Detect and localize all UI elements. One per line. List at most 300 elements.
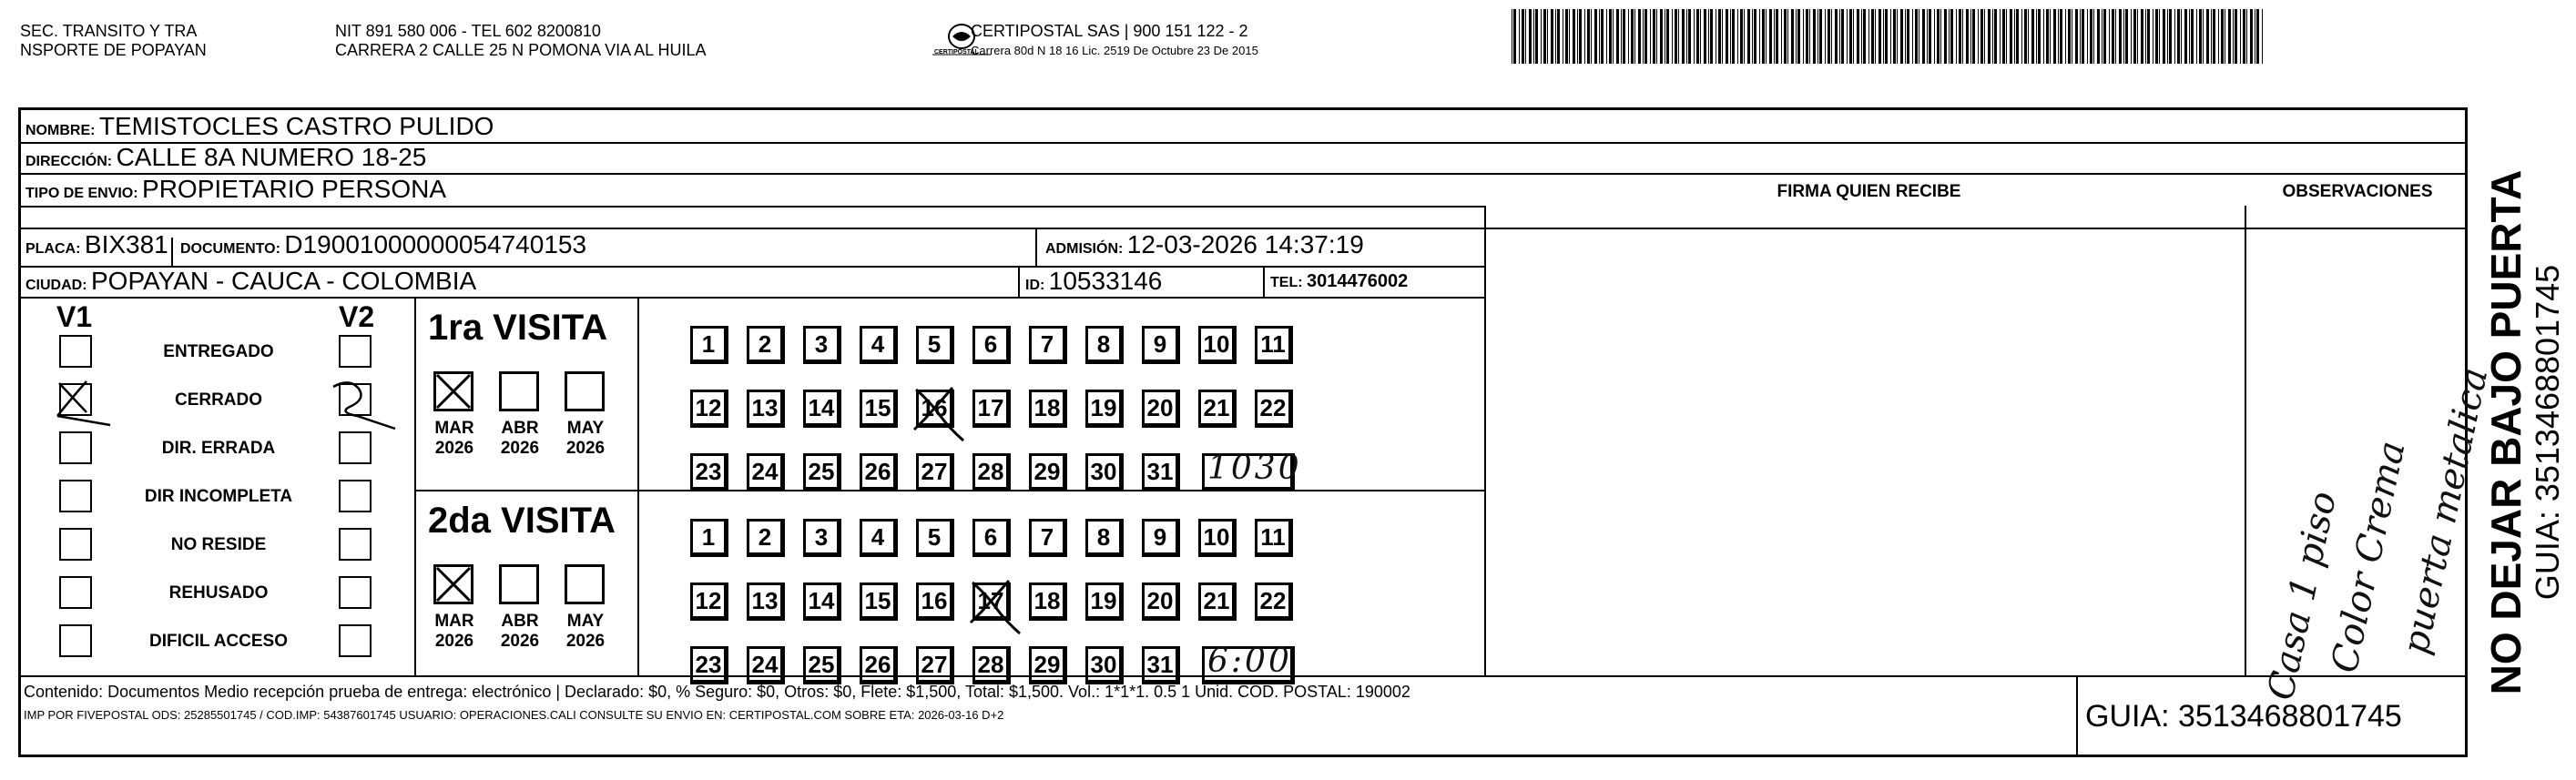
barcode-bar (1762, 9, 1765, 64)
day-box[interactable]: 15 (860, 582, 898, 621)
barcode-bar (2191, 9, 2194, 64)
barcode-bar (2010, 9, 2012, 64)
direccion-label: DIRECCIÓN: (25, 154, 113, 169)
barcode-bar (2145, 9, 2146, 64)
day-box[interactable]: 27 (916, 453, 954, 491)
day-box[interactable]: 29 (1029, 646, 1067, 684)
barcode-bar (2211, 9, 2212, 64)
barcode-bar (1533, 9, 1534, 64)
day-box[interactable]: 14 (803, 390, 841, 428)
barcode-bar (2155, 9, 2158, 64)
day-box[interactable]: 12 (690, 390, 728, 428)
barcode-bar (1759, 9, 1760, 64)
v2-checkbox[interactable] (339, 624, 372, 657)
month-label (428, 612, 481, 652)
side-text (2472, 107, 2572, 757)
barcode-bar (1587, 9, 1590, 64)
barcode-bar (2147, 9, 2150, 64)
barcode-bar (1900, 9, 1903, 64)
barcode-bar (2169, 9, 2172, 64)
barcode-bar (2119, 9, 2122, 64)
barcode-bar (2038, 9, 2041, 64)
barcode-bar (1774, 9, 1775, 64)
day-box[interactable]: 15 (860, 390, 898, 428)
day-box[interactable]: 25 (803, 646, 841, 684)
barcode-bar (1796, 9, 1797, 64)
col-divider (1018, 266, 1020, 297)
barcode-bar (2133, 9, 2136, 64)
barcode-bar (1970, 9, 1971, 64)
barcode-bar (1638, 9, 1641, 64)
barcode-bar (2213, 9, 2215, 64)
barcode-bar (2036, 9, 2037, 64)
barcode-bar (2167, 9, 2168, 64)
footer-guia: GUIA: 3513468801745 (2085, 699, 2402, 734)
barcode-bar (1825, 9, 1826, 64)
status-label: NO RESIDE (170, 535, 267, 554)
barcode-bar (1754, 9, 1756, 64)
status-label: ENTREGADO (163, 342, 274, 361)
month-label (559, 612, 612, 652)
month-checkbox[interactable] (433, 371, 473, 411)
day-box[interactable]: 19 (1085, 390, 1124, 428)
barcode-bar (2246, 9, 2247, 64)
day-box[interactable]: 12 (690, 582, 728, 621)
barcode-bar (1849, 9, 1852, 64)
barcode-bar (1653, 9, 1655, 64)
barcode-bar (2043, 9, 2044, 64)
day-box[interactable]: 13 (747, 390, 785, 428)
barcode-bar (1732, 9, 1735, 64)
day-box[interactable]: 6 (972, 519, 1011, 557)
barcode-bar (1949, 9, 1950, 64)
barcode-bar (1621, 9, 1622, 64)
day-box[interactable]: 27 (916, 646, 954, 684)
day-box[interactable]: 11 (1255, 519, 1293, 557)
barcode-bar (1557, 9, 1560, 64)
day-box[interactable]: 11 (1255, 326, 1293, 364)
barcode-bar (2262, 9, 2263, 64)
day-box[interactable]: 10 (1198, 519, 1237, 557)
observation-line-2: Color Crema (2323, 437, 2414, 677)
day-box[interactable]: 20 (1142, 390, 1180, 428)
month-year: 2026 (434, 632, 474, 651)
ciudad-row (25, 268, 476, 299)
row-divider (18, 228, 2468, 229)
barcode-bar (2080, 9, 2081, 64)
barcode-bar (1988, 9, 1991, 64)
day-box[interactable]: 31 (1142, 646, 1180, 684)
barcode-bar (1660, 9, 1663, 64)
day-box[interactable]: 14 (803, 582, 841, 621)
barcode-bar (1744, 9, 1745, 64)
day-box[interactable]: 17 (972, 390, 1011, 428)
barcode-bar (2024, 9, 2027, 64)
barcode-bar (1737, 9, 1738, 64)
day-box[interactable]: 19 (1085, 582, 1124, 621)
barcode-bar (2093, 9, 2094, 64)
barcode-bar (1994, 9, 1997, 64)
barcode-bar (1972, 9, 1975, 64)
barcode-bar (1828, 9, 1830, 64)
barcode-bar (2199, 9, 2202, 64)
id-label: ID: (1025, 278, 1045, 293)
barcode-bar (1623, 9, 1625, 64)
col-divider (637, 297, 639, 675)
barcode-bar (1966, 9, 1969, 64)
check-mark-icon (331, 380, 404, 425)
barcode-bar (2016, 9, 2019, 64)
barcode-bar (1992, 9, 1993, 64)
barcode-bar (1565, 9, 1568, 64)
month-name: MAR (434, 612, 474, 631)
barcode-bar (1861, 9, 1862, 64)
tipo-row (25, 176, 446, 208)
barcode-bar (2123, 9, 2124, 64)
barcode-bar (2141, 9, 2143, 64)
barcode-bar (2109, 9, 2110, 64)
barcode-bar (1752, 9, 1753, 64)
barcode-bar (1853, 9, 1854, 64)
day-box[interactable]: 5 (916, 326, 954, 364)
barcode-bar (1688, 9, 1691, 64)
month-checkbox[interactable] (499, 371, 539, 411)
barcode-bar (1787, 9, 1788, 64)
barcode-bar (1871, 9, 1874, 64)
barcode-bar (1959, 9, 1961, 64)
barcode-bar (1803, 9, 1804, 64)
barcode-bar (2014, 9, 2015, 64)
direccion-value: CALLE 8A NUMERO 18-25 (116, 143, 427, 171)
barcode-bar (2181, 9, 2182, 64)
barcode-bar (2065, 9, 2066, 64)
day-box[interactable]: 10 (1198, 326, 1237, 364)
v2-checkbox[interactable] (339, 335, 372, 368)
barcode-bar (1857, 9, 1859, 64)
barcode-bar (1868, 9, 1869, 64)
barcode-bar (1885, 9, 1888, 64)
v1-checkbox[interactable] (59, 576, 92, 609)
day-box[interactable]: 24 (747, 646, 785, 684)
v2-label: V2 (339, 300, 375, 333)
barcode-bar (2021, 9, 2022, 64)
barcode (1512, 9, 2267, 64)
day-box[interactable]: 16 (916, 390, 954, 428)
v1-checkbox[interactable] (59, 480, 92, 512)
cross-mark-icon (433, 564, 473, 604)
barcode-bar (2203, 9, 2204, 64)
barcode-bar (1675, 9, 1677, 64)
side-guia: GUIA: 3513468801745 (2529, 264, 2566, 601)
barcode-bar (1797, 9, 1800, 64)
day-box[interactable]: 22 (1255, 582, 1293, 621)
barcode-bar (2115, 9, 2116, 64)
day-box[interactable]: 3 (803, 326, 841, 364)
barcode-bar (1569, 9, 1570, 64)
nombre-label: NOMBRE: (25, 123, 96, 138)
month-name: MAR (434, 419, 474, 438)
col-divider (171, 238, 173, 266)
barcode-bar (1601, 9, 1604, 64)
v2-checkbox[interactable] (339, 528, 372, 561)
barcode-bar (1643, 9, 1644, 64)
day-box[interactable]: 18 (1029, 390, 1067, 428)
barcode-bar (1956, 9, 1957, 64)
barcode-bar (1591, 9, 1592, 64)
day-box[interactable]: 6 (972, 326, 1011, 364)
barcode-bar (1594, 9, 1597, 64)
documento-row (180, 231, 586, 263)
footer-line-2: IMP POR FIVEPOSTAL ODS: 25285501745 / COD.IMP: 54387601745 USUARIO: OPERACIONES.CALI CONSULTE SU ENVIO EN: CERTIPOSTAL.COM SOBRE ETA: 2026-03-16 D+2 (24, 708, 1004, 722)
admision-label: ADMISIÓN: (1045, 241, 1124, 257)
barcode-bar (1678, 9, 1679, 64)
tel-row (1270, 268, 1408, 297)
tipo-label: TIPO DE ENVIO: (25, 186, 138, 201)
barcode-bar (1730, 9, 1731, 64)
month-label (559, 419, 612, 459)
month-year: 2026 (500, 439, 540, 458)
ciudad-label: CIUDAD: (25, 278, 87, 293)
day-box[interactable]: 7 (1029, 519, 1067, 557)
side-warning: NO DEJAR BAJO PUERTA (2482, 169, 2530, 695)
barcode-bar (2189, 9, 2190, 64)
documento-value: D19001000000054740153 (284, 230, 587, 258)
day-box[interactable]: 30 (1085, 453, 1124, 491)
barcode-bar (1710, 9, 1713, 64)
sender-line-2: NSPORTE DE POPAYAN (20, 41, 207, 59)
col-divider (1035, 228, 1037, 266)
admision-value: 12-03-2026 14:37:19 (1126, 230, 1364, 258)
col-divider (1484, 206, 1486, 675)
day-box[interactable]: 13 (747, 582, 785, 621)
barcode-bar (1927, 9, 1928, 64)
handwritten-time: 6:00 (1207, 643, 1292, 680)
barcode-bar (2228, 9, 2231, 64)
barcode-bar (1847, 9, 1848, 64)
barcode-bar (2103, 9, 2106, 64)
ciudad-value: POPAYAN - CAUCA - COLOMBIA (91, 267, 477, 295)
barcode-bar (2240, 9, 2241, 64)
barcode-bar (1708, 9, 1709, 64)
barcode-bar (1905, 9, 1906, 64)
placa-label: PLACA: (25, 241, 81, 257)
col-divider (414, 297, 416, 675)
logo-text: CERTIPOSTAL (934, 49, 979, 56)
cross-mark-icon (433, 371, 473, 411)
barcode-bar (2177, 9, 2180, 64)
barcode-bar (2218, 9, 2219, 64)
barcode-bar (1616, 9, 1619, 64)
day-box[interactable]: 18 (1029, 582, 1067, 621)
barcode-bar (1631, 9, 1634, 64)
barcode-bar (1740, 9, 1743, 64)
day-box[interactable]: 5 (916, 519, 954, 557)
day-box[interactable]: 8 (1085, 326, 1124, 364)
barcode-bar (2002, 9, 2005, 64)
barcode-bar (2233, 9, 2234, 64)
barcode-bar (2102, 9, 2103, 64)
barcode-bar (2090, 9, 2092, 64)
month-checkbox[interactable] (565, 564, 605, 604)
tipo-value: PROPIETARIO PERSONA (142, 175, 447, 203)
barcode-bar (2243, 9, 2245, 64)
day-box[interactable]: 23 (690, 646, 728, 684)
barcode-bar (1672, 9, 1673, 64)
day-box[interactable]: 3 (803, 519, 841, 557)
day-box[interactable]: 29 (1029, 453, 1067, 491)
barcode-bar (1644, 9, 1647, 64)
barcode-bar (1718, 9, 1721, 64)
barcode-bar (1519, 9, 1520, 64)
barcode-bar (2125, 9, 2128, 64)
barcode-bar (1573, 9, 1575, 64)
day-box[interactable]: 26 (860, 646, 898, 684)
barcode-bar (1806, 9, 1808, 64)
v2-checkbox[interactable] (339, 576, 372, 609)
barcode-bar (2235, 9, 2237, 64)
day-box[interactable]: 9 (1142, 326, 1180, 364)
month-label (494, 419, 546, 459)
day-box[interactable]: 8 (1085, 519, 1124, 557)
sender-line-1: SEC. TRANSITO Y TRA (20, 22, 198, 40)
barcode-bar (2137, 9, 2138, 64)
observations-area (2247, 228, 2497, 704)
barcode-bar (1541, 9, 1542, 64)
day-box[interactable]: 22 (1255, 390, 1293, 428)
month-checkbox[interactable] (565, 371, 605, 411)
day-box[interactable]: 4 (860, 519, 898, 557)
month-checkbox[interactable] (433, 564, 473, 604)
barcode-bar (1980, 9, 1983, 64)
barcode-bar (1835, 9, 1838, 64)
day-box[interactable]: 2 (747, 519, 785, 557)
barcode-bar (1944, 9, 1947, 64)
v1-checkbox[interactable] (59, 431, 92, 464)
barcode-bar (1609, 9, 1612, 64)
barcode-bar (2082, 9, 2084, 64)
barcode-bar (1579, 9, 1582, 64)
barcode-bar (1584, 9, 1585, 64)
barcode-bar (1978, 9, 1979, 64)
day-box[interactable]: 20 (1142, 582, 1180, 621)
placa-row (25, 231, 168, 263)
v2-checkbox[interactable] (339, 480, 372, 512)
barcode-bar (1547, 9, 1548, 64)
barcode-bar (2053, 9, 2056, 64)
barcode-bar (1950, 9, 1953, 64)
barcode-bar (1839, 9, 1840, 64)
status-label: DIFICIL ACCESO (148, 632, 288, 651)
day-box[interactable]: 16 (916, 582, 954, 621)
placa-value: BIX381 (84, 230, 168, 258)
day-box[interactable]: 28 (972, 453, 1011, 491)
company-line-1: CERTIPOSTAL SAS | 900 151 122 - 2 (971, 22, 1248, 40)
day-box[interactable]: 28 (972, 646, 1011, 684)
day-box[interactable]: 23 (690, 453, 728, 491)
v1-checkbox[interactable] (59, 383, 92, 416)
barcode-bar (2006, 9, 2007, 64)
v2-checkbox[interactable] (339, 383, 372, 416)
day-box[interactable]: 9 (1142, 519, 1180, 557)
status-label: CERRADO (174, 390, 263, 410)
barcode-bar (1747, 9, 1750, 64)
month-year: 2026 (565, 439, 606, 458)
observation-line-1: Casa 1 piso (2259, 487, 2346, 704)
barcode-bar (1940, 9, 1941, 64)
barcode-bar (2163, 9, 2165, 64)
barcode-bar (1912, 9, 1913, 64)
v2-checkbox[interactable] (339, 431, 372, 464)
barcode-bar (1696, 9, 1699, 64)
day-box[interactable]: 24 (747, 453, 785, 491)
barcode-bar (1513, 9, 1516, 64)
month-year: 2026 (434, 439, 474, 458)
barcode-bar (2206, 9, 2209, 64)
barcode-bar (1522, 9, 1524, 64)
barcode-bar (1766, 9, 1767, 64)
day-box[interactable]: 21 (1198, 390, 1237, 428)
barcode-bar (1628, 9, 1629, 64)
barcode-bar (1841, 9, 1844, 64)
v1-checkbox[interactable] (59, 335, 92, 368)
barcode-bar (2000, 9, 2001, 64)
barcode-bar (2075, 9, 2078, 64)
tel-label: TEL: (1270, 275, 1303, 290)
v1-checkbox[interactable] (59, 624, 92, 657)
barcode-bar (1817, 9, 1818, 64)
nombre-row (25, 113, 494, 145)
month-name: MAY (566, 419, 605, 438)
barcode-bar (1776, 9, 1778, 64)
barcode-bar (1863, 9, 1866, 64)
barcode-bar (1890, 9, 1891, 64)
day-box[interactable]: 2 (747, 326, 785, 364)
v1-label: V1 (56, 300, 93, 333)
barcode-bar (2256, 9, 2259, 64)
month-checkbox[interactable] (499, 564, 539, 604)
v1-checkbox[interactable] (59, 528, 92, 561)
observation-line-3: puerta metalica (2394, 364, 2497, 658)
day-box[interactable]: 25 (803, 453, 841, 491)
barcode-bar (1883, 9, 1884, 64)
barcode-bar (1784, 9, 1787, 64)
col-divider (2076, 675, 2078, 757)
day-box[interactable]: 17 (972, 582, 1011, 621)
barcode-bar (1893, 9, 1896, 64)
footer-line-1: Contenido: Documentos Medio recepción prueba de entrega: electrónico | Declarado: $0, % Seguro: $0, Otros: $0, Flete: $1,500, Total: $1,500. Vol.: 1*1*1. 0.5 1 Unid. COD. POSTAL: 190002 (24, 683, 1410, 701)
day-box[interactable]: 26 (860, 453, 898, 491)
barcode-bar (1704, 9, 1706, 64)
barcode-bar (1929, 9, 1931, 64)
day-box[interactable]: 4 (860, 326, 898, 364)
barcode-bar (1897, 9, 1898, 64)
day-box[interactable]: 31 (1142, 453, 1180, 491)
barcode-bar (1809, 9, 1810, 64)
barcode-bar (2068, 9, 2071, 64)
month-name: ABR (501, 612, 539, 631)
barcode-bar (1922, 9, 1925, 64)
day-box[interactable]: 1 (690, 326, 728, 364)
day-box[interactable]: 7 (1029, 326, 1067, 364)
day-box[interactable]: 1 (690, 519, 728, 557)
barcode-bar (1819, 9, 1822, 64)
barcode-bar (1962, 9, 1963, 64)
day-box[interactable]: 30 (1085, 646, 1124, 684)
day-box[interactable]: 21 (1198, 582, 1237, 621)
barcode-bar (2046, 9, 2049, 64)
barcode-bar (2058, 9, 2059, 64)
direccion-row (25, 144, 426, 176)
